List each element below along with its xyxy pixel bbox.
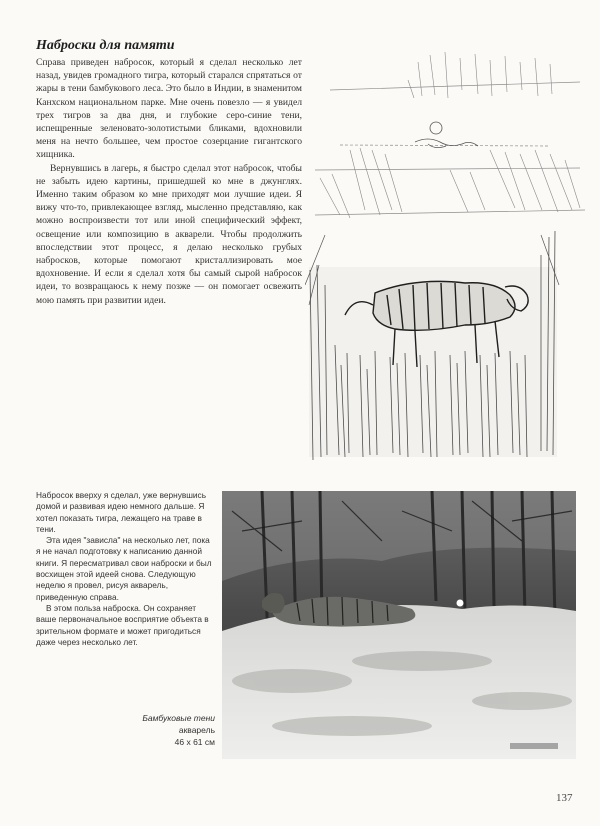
section-heading: Наброски для памяти — [36, 38, 175, 53]
artwork-caption — [110, 712, 215, 748]
paragraph: Эта идея "зависла" на несколько лет, пока я не начал подготовку к написанию данной книги. Я пересматривал свои наброски и был восхищен этой идеей снова. Следующую неделю я провел, рисуя акварель, приведенную справа. — [36, 535, 212, 602]
paragraph: В этом польза наброска. Он сохраняет ваше первоначальное восприятие объекта в зрительном формате и может пригодиться даже через несколько лет. — [36, 602, 209, 647]
side-note — [36, 490, 212, 648]
sketch-tiger-bamboo-image — [310, 50, 590, 225]
page-number: 137 — [556, 792, 573, 804]
main-text — [36, 56, 302, 307]
artwork-medium: акварель — [178, 725, 215, 735]
paragraph: Справа приведен набросок, который я сделал несколько лет назад, увидев громадного тигра, который старался спрятаться от жары в тени бамбукового леса. Это было в Индии, в знаменитом Канхском национальном парке. Мне очень повезло — я увидел трех тигров за два дня, и глубокие серо-синие тени, испещренные зеленовато-золотистыми бликами, вдохновили меня на нечто большее, чем простое созерцание гигантского хищника. — [36, 57, 302, 161]
watercolor-painting-image — [222, 491, 576, 759]
paragraph: Набросок вверху я сделал, уже вернувшись домой и развивая идею немного дальше. Я хотел показать тигра, лежащего на траве в тени. — [36, 490, 207, 534]
artwork-size: 46 x 61 см — [174, 737, 215, 747]
sketch-tiger-grass-image — [305, 225, 561, 465]
paragraph: Вернувшись в лагерь, я быстро сделал этот набросок, чтобы не забыть идею картины, пришедшей ко мне в джунглях. Именно таким образом ко мне приходят мои лучшие идеи. Я вижу что-то, привлекающее взгляд, мысленно представляю, как можно воспроизвести тот или иной специфический эффект, освещение или композицию в акварели. Чтобы продолжить впоследствии этот процесс, я делаю несколько грубых набросков, которые помогают кристаллизировать мое вдохновение. И если я сделал хотя бы самый сырой набросок идеи, то возвращаюсь к нему позже — он помогает освежить мою память при развитии идеи. — [36, 162, 302, 306]
artwork-title: Бамбуковые тени — [142, 713, 215, 723]
